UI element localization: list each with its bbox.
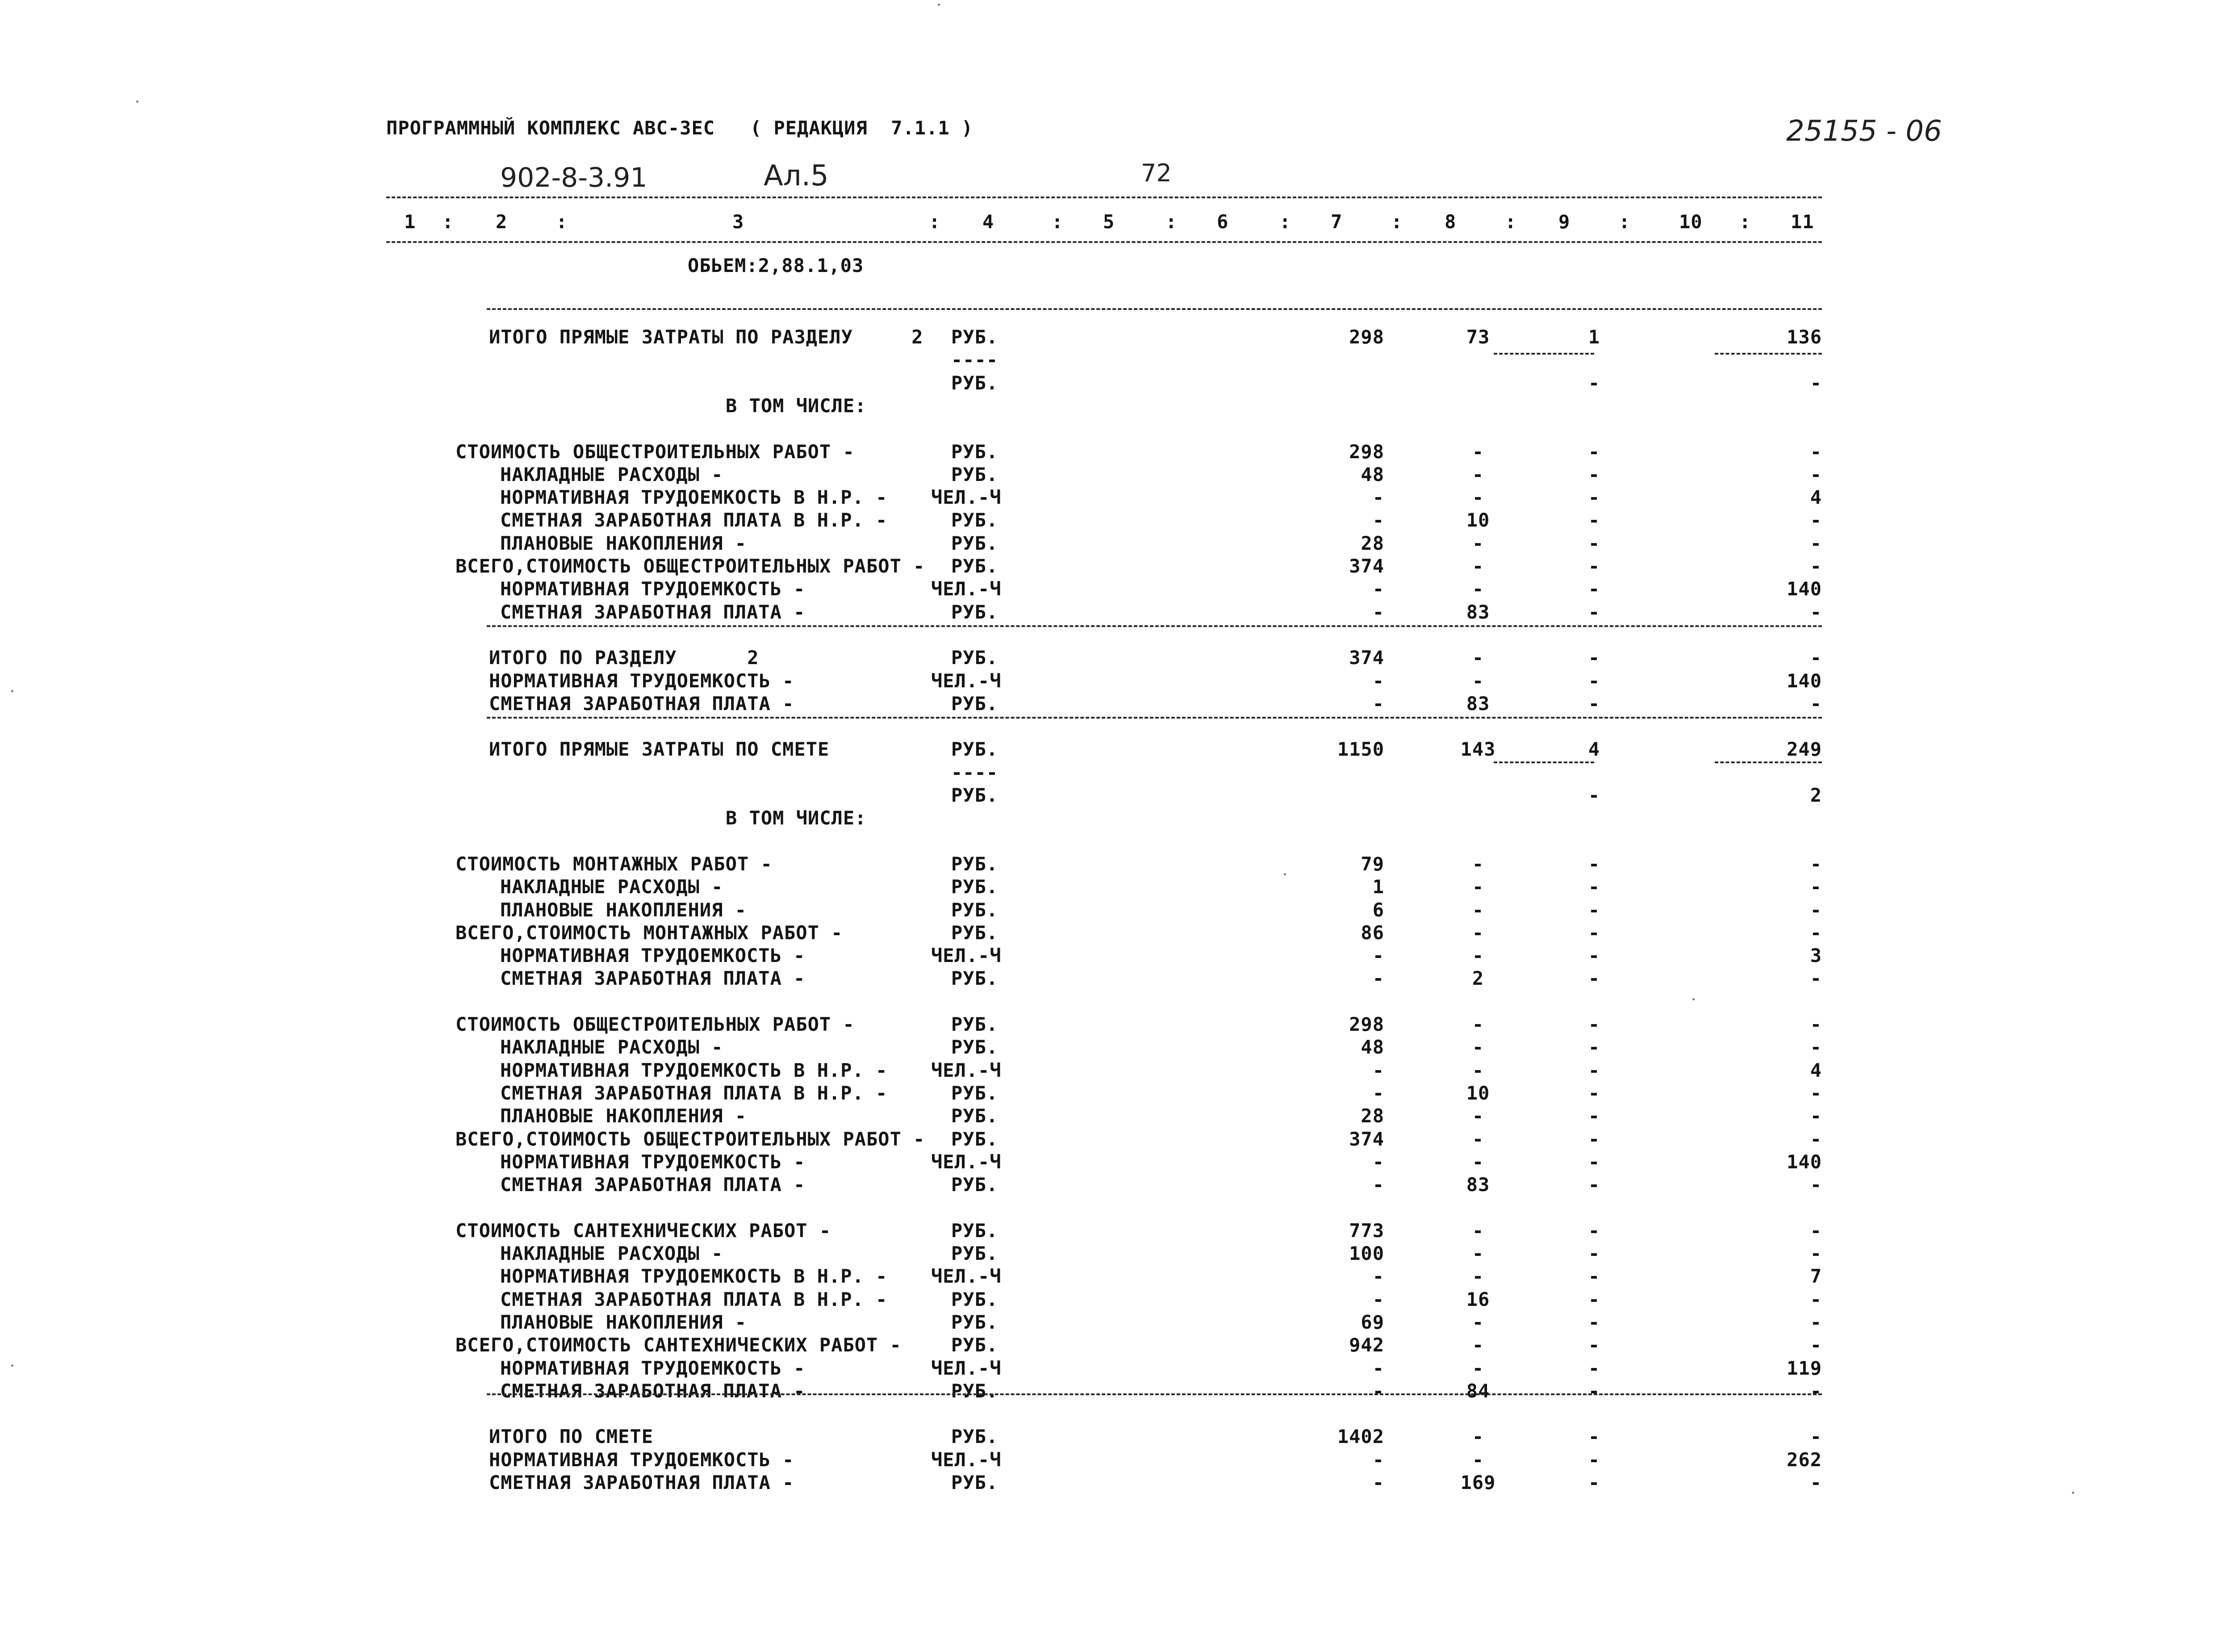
- cell-col11: -: [1810, 440, 1822, 463]
- column-separator: :: [1619, 211, 1631, 233]
- row-label: СМЕТНАЯ ЗАРАБОТНАЯ ПЛАТА В Н.Р. -: [500, 1288, 888, 1310]
- cell-col8: 16: [1466, 1288, 1490, 1310]
- row-unit: ЧЕЛ.-Ч: [931, 945, 1002, 967]
- cell-col11: -: [1810, 853, 1822, 875]
- cell-col11: -: [1810, 692, 1822, 715]
- row-unit: РУБ.: [951, 1128, 998, 1150]
- cell-col8: -: [1472, 1357, 1484, 1379]
- cell-col8: -: [1472, 1059, 1484, 1081]
- cell-col11: -: [1810, 532, 1822, 554]
- cell-col8: 2: [1472, 967, 1484, 990]
- cell-col11: -: [1810, 555, 1822, 577]
- cell-col9: -: [1588, 1334, 1600, 1356]
- row-label: СМЕТНАЯ ЗАРАБОТНАЯ ПЛАТА -: [500, 967, 806, 990]
- cell-col11: -: [1810, 1174, 1822, 1196]
- cell-col8: -: [1472, 1448, 1484, 1471]
- row-unit: ЧЕЛ.-Ч: [931, 1265, 1002, 1288]
- row-unit: РУБ.: [951, 921, 998, 944]
- row-label: СМЕТНАЯ ЗАРАБОТНАЯ ПЛАТА -: [489, 692, 794, 715]
- row-label: ПЛАНОВЫЕ НАКОПЛЕНИЯ -: [500, 1105, 747, 1127]
- cell-col11: -: [1810, 1082, 1822, 1104]
- cell-col7: 100: [1349, 1242, 1384, 1264]
- row-label: НОРМАТИВНАЯ ТРУДОЕМКОСТЬ В Н.Р. -: [500, 486, 888, 509]
- row-label: СМЕТНАЯ ЗАРАБОТНАЯ ПЛАТА В Н.Р. -: [500, 509, 888, 531]
- cell-col9: -: [1588, 1288, 1600, 1310]
- cell-col11: 7: [1810, 1265, 1822, 1288]
- rule-section-2: [487, 625, 1822, 627]
- cell-col7: -: [1372, 945, 1384, 967]
- cell-col7: 298: [1349, 1013, 1384, 1035]
- cell-col9: -: [1588, 876, 1600, 898]
- cell-col9: -: [1588, 1448, 1600, 1471]
- cell-col7: -: [1372, 1174, 1384, 1196]
- cell-col7: 1: [1372, 876, 1384, 898]
- row-unit: РУБ.: [951, 532, 998, 554]
- row-unit: РУБ.: [951, 509, 998, 531]
- column-separator: :: [1505, 211, 1517, 233]
- cell-col9: -: [1588, 1380, 1600, 1402]
- cell-col8: 83: [1466, 692, 1490, 715]
- cell-col11: 2: [1810, 784, 1822, 806]
- cell-col11: 119: [1787, 1357, 1822, 1379]
- scan-speck: [11, 1364, 13, 1367]
- cell-col8: -: [1472, 876, 1484, 898]
- row-label: В ТОМ ЧИСЛЕ:: [726, 394, 867, 417]
- cell-col9: -: [1588, 1265, 1600, 1288]
- cell-col7: 298: [1349, 440, 1384, 463]
- row-unit: РУБ.: [951, 1242, 998, 1264]
- cell-col9: -: [1588, 601, 1600, 623]
- row-unit: РУБ.: [951, 1082, 998, 1104]
- cell-col7: 86: [1361, 921, 1384, 944]
- cell-col9: -: [1588, 692, 1600, 715]
- cell-col9: -: [1588, 921, 1600, 944]
- scan-speck: [1692, 998, 1695, 1000]
- row-label: СМЕТНАЯ ЗАРАБОТНАЯ ПЛАТА В Н.Р. -: [500, 1082, 888, 1104]
- cell-col9: -: [1588, 486, 1600, 509]
- cell-col7: 374: [1349, 555, 1384, 577]
- row-label: НОРМАТИВНАЯ ТРУДОЕМКОСТЬ -: [500, 578, 806, 600]
- scan-speck: [938, 4, 940, 6]
- cell-col9: -: [1588, 1150, 1600, 1173]
- row-unit: ----: [951, 761, 998, 783]
- row-label: НАКЛАДНЫЕ РАСХОДЫ -: [500, 463, 723, 485]
- row-unit: РУБ.: [951, 692, 998, 715]
- page-number: 72: [1141, 159, 1172, 187]
- cell-col11: -: [1810, 1311, 1822, 1333]
- rule-section-3: [487, 717, 1822, 719]
- row-label: ИТОГО ПРЯМЫЕ ЗАТРАТЫ ПО СМЕТЕ: [489, 738, 830, 761]
- cell-col8: 83: [1466, 601, 1490, 623]
- row-label: НОРМАТИВНАЯ ТРУДОЕМКОСТЬ -: [489, 669, 794, 692]
- cell-col9: -: [1588, 1082, 1600, 1104]
- column-separator: :: [1739, 211, 1751, 233]
- cell-col9: -: [1588, 532, 1600, 554]
- cell-col8: -: [1472, 1150, 1484, 1173]
- cell-col8: 73: [1466, 326, 1490, 348]
- cell-col7: -: [1372, 578, 1384, 600]
- row-label: ВСЕГО,СТОИМОСТЬ МОНТАЖНЫХ РАБОТ -: [455, 921, 843, 944]
- cell-col11: 136: [1787, 326, 1822, 348]
- row-label: В ТОМ ЧИСЛЕ:: [726, 807, 867, 829]
- cell-col11: 4: [1810, 1059, 1822, 1081]
- column-number-4: 4: [982, 211, 994, 233]
- row-label: ИТОГО ПО РАЗДЕЛУ 2: [489, 647, 759, 669]
- rule-under-c11-1: [1715, 353, 1822, 355]
- row-unit: РУБ.: [951, 1105, 998, 1127]
- cell-col9: -: [1588, 440, 1600, 463]
- cell-col11: -: [1810, 1013, 1822, 1035]
- rule-under-c9-2: [1494, 761, 1594, 763]
- cell-col7: 773: [1349, 1219, 1384, 1242]
- cell-col11: 140: [1787, 1150, 1822, 1173]
- column-number-10: 10: [1679, 211, 1703, 233]
- cell-col11: 4: [1810, 486, 1822, 509]
- cell-col9: -: [1588, 578, 1600, 600]
- row-unit: РУБ.: [951, 1013, 998, 1035]
- cell-col11: -: [1810, 1426, 1822, 1448]
- cell-col9: -: [1588, 1059, 1600, 1081]
- row-label: ПЛАНОВЫЕ НАКОПЛЕНИЯ -: [500, 1311, 747, 1333]
- cell-col11: -: [1810, 1288, 1822, 1310]
- cell-col9: 1: [1588, 326, 1600, 348]
- cell-col9: -: [1588, 1013, 1600, 1035]
- cell-col7: 942: [1349, 1334, 1384, 1356]
- cell-col11: 140: [1787, 578, 1822, 600]
- rule-under-c9-1: [1494, 353, 1594, 355]
- scan-speck: [1284, 873, 1286, 875]
- cell-col7: -: [1372, 601, 1384, 623]
- cell-col7: 79: [1361, 853, 1384, 875]
- cell-col8: -: [1472, 1265, 1484, 1288]
- cell-col7: 28: [1361, 1105, 1384, 1127]
- cell-col8: 83: [1466, 1174, 1490, 1196]
- row-unit: РУБ.: [951, 876, 998, 898]
- cell-col7: 69: [1361, 1311, 1384, 1333]
- row-unit: РУБ.: [951, 440, 998, 463]
- cell-col8: -: [1472, 1128, 1484, 1150]
- row-unit: РУБ.: [951, 647, 998, 669]
- cell-col11: -: [1810, 899, 1822, 921]
- row-unit: РУБ.: [951, 326, 998, 348]
- row-label: СМЕТНАЯ ЗАРАБОТНАЯ ПЛАТА -: [500, 1174, 806, 1196]
- cell-col11: 262: [1787, 1448, 1822, 1471]
- row-label: НАКЛАДНЫЕ РАСХОДЫ -: [500, 1242, 723, 1264]
- cell-col8: -: [1472, 1334, 1484, 1356]
- cell-col8: -: [1472, 532, 1484, 554]
- cell-col7: 1402: [1337, 1426, 1384, 1448]
- row-label: НОРМАТИВНАЯ ТРУДОЕМКОСТЬ -: [489, 1448, 794, 1471]
- cell-col8: -: [1472, 1013, 1484, 1035]
- cell-col7: 374: [1349, 647, 1384, 669]
- cell-col7: -: [1372, 692, 1384, 715]
- column-number-3: 3: [732, 211, 744, 233]
- cell-col11: -: [1810, 1334, 1822, 1356]
- column-number-8: 8: [1445, 211, 1457, 233]
- row-unit: РУБ.: [951, 853, 998, 875]
- cell-col11: -: [1810, 967, 1822, 990]
- cell-col11: -: [1810, 921, 1822, 944]
- row-label: СМЕТНАЯ ЗАРАБОТНАЯ ПЛАТА -: [500, 1380, 806, 1402]
- cell-col9: -: [1588, 1105, 1600, 1127]
- cell-col9: -: [1588, 463, 1600, 485]
- column-number-7: 7: [1331, 211, 1343, 233]
- cell-col11: -: [1810, 509, 1822, 531]
- cell-col7: 48: [1361, 1036, 1384, 1058]
- row-unit: ЧЕЛ.-Ч: [931, 486, 1002, 509]
- row-label: СТОИМОСТЬ ОБЩЕСТРОИТЕЛЬНЫХ РАБОТ -: [455, 440, 855, 463]
- column-number-2: 2: [496, 211, 508, 233]
- cell-col11: -: [1810, 601, 1822, 623]
- cell-col8: -: [1472, 647, 1484, 669]
- row-unit: ----: [951, 349, 998, 371]
- cell-col9: -: [1588, 647, 1600, 669]
- row-label: НАКЛАДНЫЕ РАСХОДЫ -: [500, 876, 723, 898]
- cell-col11: -: [1810, 1105, 1822, 1127]
- column-separator: :: [1165, 211, 1178, 233]
- rule-under-c11-2: [1715, 761, 1822, 763]
- cell-col7: -: [1372, 486, 1384, 509]
- cell-col9: -: [1588, 372, 1600, 394]
- column-separator: :: [1279, 211, 1291, 233]
- cell-col9: -: [1588, 853, 1600, 875]
- cell-col8: 169: [1460, 1472, 1496, 1493]
- cell-col7: 48: [1361, 463, 1384, 485]
- program-title: ПРОГРАММНЫЙ КОМПЛЕКС АВС-ЗЕС ( РЕДАКЦИЯ 7.1.1 ): [386, 117, 973, 139]
- cell-col8: -: [1472, 463, 1484, 485]
- column-separator: :: [1391, 211, 1403, 233]
- cell-col11: -: [1810, 1472, 1822, 1493]
- cell-col7: -: [1372, 1059, 1384, 1081]
- row-unit: РУБ.: [951, 1472, 998, 1493]
- cell-col8: -: [1472, 945, 1484, 967]
- cell-col7: -: [1372, 1082, 1384, 1104]
- row-label: НОРМАТИВНАЯ ТРУДОЕМКОСТЬ В Н.Р. -: [500, 1059, 888, 1081]
- row-label: СТОИМОСТЬ МОНТАЖНЫХ РАБОТ -: [455, 853, 773, 875]
- cell-col7: -: [1372, 1448, 1384, 1471]
- cell-col9: -: [1588, 555, 1600, 577]
- cell-col7: -: [1372, 1380, 1384, 1402]
- row-unit: РУБ.: [951, 1334, 998, 1356]
- cell-col8: -: [1472, 1242, 1484, 1264]
- cell-col8: 10: [1466, 509, 1490, 531]
- cell-col8: -: [1472, 669, 1484, 692]
- cell-col7: -: [1372, 669, 1384, 692]
- row-label: СМЕТНАЯ ЗАРАБОТНАЯ ПЛАТА -: [489, 1472, 794, 1493]
- column-separator: :: [442, 211, 454, 233]
- row-unit: ЧЕЛ.-Ч: [931, 1448, 1002, 1471]
- row-unit: ЧЕЛ.-Ч: [931, 578, 1002, 600]
- row-unit: РУБ.: [951, 1219, 998, 1242]
- cell-col11: 140: [1787, 669, 1822, 692]
- cell-col8: -: [1472, 853, 1484, 875]
- row-label: СМЕТНАЯ ЗАРАБОТНАЯ ПЛАТА -: [500, 601, 806, 623]
- cell-col9: -: [1588, 1036, 1600, 1058]
- column-number-6: 6: [1217, 211, 1229, 233]
- cell-col8: -: [1472, 1426, 1484, 1448]
- cell-col11: 3: [1810, 945, 1822, 967]
- row-label: НОРМАТИВНАЯ ТРУДОЕМКОСТЬ -: [500, 1150, 806, 1173]
- cell-col7: 374: [1349, 1128, 1384, 1150]
- scan-speck: [136, 100, 138, 103]
- cell-col9: 4: [1588, 738, 1600, 761]
- cell-col7: -: [1372, 1288, 1384, 1310]
- cell-col11: -: [1810, 463, 1822, 485]
- cell-col9: -: [1588, 1472, 1600, 1493]
- cell-col9: -: [1588, 1242, 1600, 1264]
- cell-col8: -: [1472, 578, 1484, 600]
- column-number-5: 5: [1103, 211, 1115, 233]
- column-separator: :: [929, 211, 941, 233]
- cell-col7: -: [1372, 1357, 1384, 1379]
- cell-col11: -: [1810, 1380, 1822, 1402]
- row-label: НОРМАТИВНАЯ ТРУДОЕМКОСТЬ В Н.Р. -: [500, 1265, 888, 1288]
- cell-col7: 1150: [1337, 738, 1384, 761]
- cell-col11: -: [1810, 647, 1822, 669]
- cell-col9: -: [1588, 1357, 1600, 1379]
- cell-col8: -: [1472, 555, 1484, 577]
- row-label: НОРМАТИВНАЯ ТРУДОЕМКОСТЬ -: [500, 1357, 806, 1379]
- cell-col9: -: [1588, 1426, 1600, 1448]
- row-label: ПЛАНОВЫЕ НАКОПЛЕНИЯ -: [500, 899, 747, 921]
- handwritten-stamp: 25155 - 06: [1786, 115, 1942, 148]
- row-unit: ЧЕЛ.-Ч: [931, 1150, 1002, 1173]
- row-label: НАКЛАДНЫЕ РАСХОДЫ -: [500, 1036, 723, 1058]
- row-label: НОРМАТИВНАЯ ТРУДОЕМКОСТЬ -: [500, 945, 806, 967]
- row-unit: РУБ.: [951, 899, 998, 921]
- cell-col9: -: [1588, 1219, 1600, 1242]
- column-number-11: 11: [1791, 211, 1814, 233]
- row-unit: РУБ.: [951, 601, 998, 623]
- row-label: СТОИМОСТЬ ОБЩЕСТРОИТЕЛЬНЫХ РАБОТ -: [455, 1013, 855, 1035]
- column-number-1: 1: [404, 211, 416, 233]
- cell-col8: 143: [1460, 738, 1496, 761]
- cell-col7: -: [1372, 1472, 1384, 1493]
- cell-col9: -: [1588, 945, 1600, 967]
- cell-col11: -: [1810, 1242, 1822, 1264]
- cell-col9: -: [1588, 967, 1600, 990]
- cell-col11: -: [1810, 1219, 1822, 1242]
- row-unit: РУБ.: [951, 1311, 998, 1333]
- cell-col8: -: [1472, 1036, 1484, 1058]
- cell-col8: -: [1472, 921, 1484, 944]
- cell-col11: -: [1810, 876, 1822, 898]
- cell-col8: -: [1472, 1311, 1484, 1333]
- row-unit: ЧЕЛ.-Ч: [931, 1059, 1002, 1081]
- row-unit: РУБ.: [951, 738, 998, 761]
- cell-col9: -: [1588, 1174, 1600, 1196]
- column-separator: :: [1052, 211, 1064, 233]
- rule-section-4: [487, 1393, 1822, 1395]
- row-label: ИТОГО ПРЯМЫЕ ЗАТРАТЫ ПО РАЗДЕЛУ 2: [489, 326, 923, 348]
- scan-speck: [2072, 1492, 2074, 1494]
- cell-col11: -: [1810, 1128, 1822, 1150]
- row-unit: ЧЕЛ.-Ч: [931, 669, 1002, 692]
- cell-col11: -: [1810, 1036, 1822, 1058]
- cell-col11: 249: [1787, 738, 1822, 761]
- row-unit: РУБ.: [951, 372, 998, 394]
- rule-section-1: [487, 308, 1822, 310]
- cell-col8: 84: [1466, 1380, 1490, 1402]
- cell-col7: -: [1372, 509, 1384, 531]
- cell-col7: 6: [1372, 899, 1384, 921]
- cell-col8: -: [1472, 486, 1484, 509]
- cell-col7: -: [1372, 1265, 1384, 1288]
- row-label: ВСЕГО,СТОИМОСТЬ САНТЕХНИЧЕСКИХ РАБОТ -: [455, 1334, 902, 1356]
- row-unit: РУБ.: [951, 1174, 998, 1196]
- cell-col9: -: [1588, 669, 1600, 692]
- cell-col9: -: [1588, 899, 1600, 921]
- cell-col8: -: [1472, 440, 1484, 463]
- cell-col7: 298: [1349, 326, 1384, 348]
- cell-col9: -: [1588, 784, 1600, 806]
- cell-col7: -: [1372, 967, 1384, 990]
- row-unit: РУБ.: [951, 1426, 998, 1448]
- row-label: СТОИМОСТЬ САНТЕХНИЧЕСКИХ РАБОТ -: [455, 1219, 831, 1242]
- row-unit: РУБ.: [951, 1380, 998, 1402]
- column-number-9: 9: [1558, 211, 1571, 233]
- volume-label: ОБЬЕМ:2,88.1,03: [688, 255, 864, 276]
- cell-col11: -: [1810, 372, 1822, 394]
- row-unit: РУБ.: [951, 1288, 998, 1310]
- cell-col8: -: [1472, 1105, 1484, 1127]
- cell-col7: -: [1372, 1150, 1384, 1173]
- column-separator: :: [556, 211, 568, 233]
- row-label: ВСЕГО,СТОИМОСТЬ ОБЩЕСТРОИТЕЛЬНЫХ РАБОТ -: [455, 1128, 925, 1150]
- cell-col8: -: [1472, 1219, 1484, 1242]
- rule-header-bottom: [386, 241, 1822, 243]
- cell-col9: -: [1588, 1311, 1600, 1333]
- cell-col9: -: [1588, 1128, 1600, 1150]
- sheet-label: Ал.5: [764, 159, 829, 192]
- rule-top: [386, 197, 1822, 198]
- cell-col7: 28: [1361, 532, 1384, 554]
- scan-speck: [11, 690, 13, 692]
- cell-col8: 10: [1466, 1082, 1490, 1104]
- row-unit: РУБ.: [951, 555, 998, 577]
- row-unit: РУБ.: [951, 784, 998, 806]
- row-label: ВСЕГО,СТОИМОСТЬ ОБЩЕСТРОИТЕЛЬНЫХ РАБОТ -: [455, 555, 925, 577]
- cell-col8: -: [1472, 899, 1484, 921]
- row-label: ПЛАНОВЫЕ НАКОПЛЕНИЯ -: [500, 532, 747, 554]
- row-unit: ЧЕЛ.-Ч: [931, 1357, 1002, 1379]
- row-unit: РУБ.: [951, 463, 998, 485]
- row-unit: РУБ.: [951, 967, 998, 990]
- row-unit: РУБ.: [951, 1036, 998, 1058]
- project-code: 902-8-3.91: [500, 162, 647, 193]
- cell-col9: -: [1588, 509, 1600, 531]
- row-label: ИТОГО ПО СМЕТЕ: [489, 1426, 654, 1448]
